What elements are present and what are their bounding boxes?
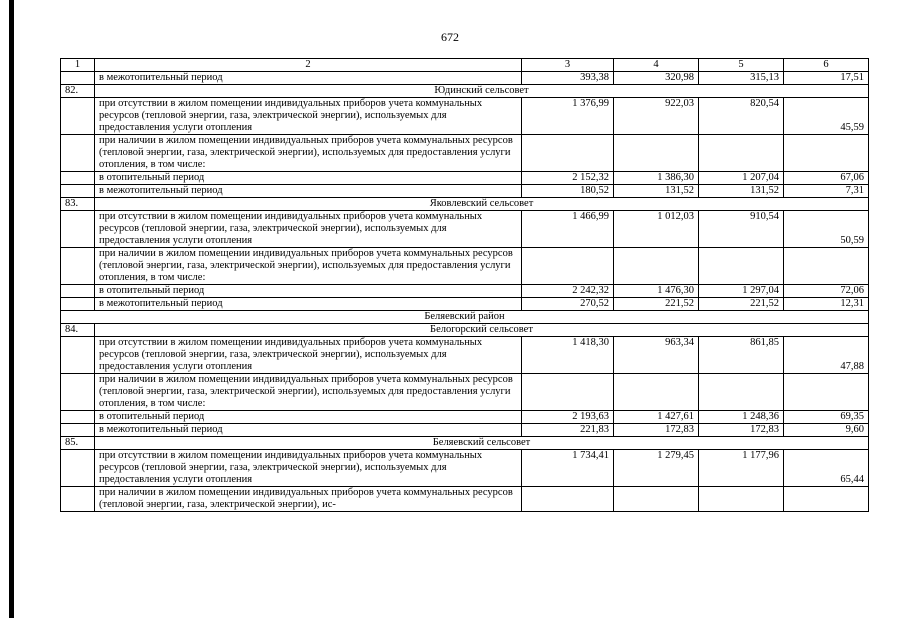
value-col-4 (614, 374, 699, 411)
value-col-3: 180,52 (522, 185, 614, 198)
value-col-4: 1 279,45 (614, 450, 699, 487)
row-number (61, 337, 95, 374)
table-row (61, 298, 869, 311)
table-row (61, 285, 869, 298)
value-col-5: 172,83 (699, 424, 784, 437)
value-col-3: 1 734,41 (522, 450, 614, 487)
row-description: в отопительный период (95, 411, 522, 424)
row-number (61, 450, 95, 487)
col-header-4: 4 (614, 59, 699, 72)
page-number: 672 (441, 30, 459, 44)
value-col-6: 67,06 (784, 172, 869, 185)
table-row (61, 185, 869, 198)
value-col-3: 1 418,30 (522, 337, 614, 374)
value-col-3 (522, 487, 614, 512)
value-col-3: 1 376,99 (522, 98, 614, 135)
value-col-6: 9,60 (784, 424, 869, 437)
row-description: в межотопительный период (95, 424, 522, 437)
table-row (61, 172, 869, 185)
value-col-6: 50,59 (784, 211, 869, 248)
value-col-5: 1 248,36 (699, 411, 784, 424)
value-col-4: 1 427,61 (614, 411, 699, 424)
row-number (61, 98, 95, 135)
value-col-5: 820,54 (699, 98, 784, 135)
value-col-5 (699, 135, 784, 172)
row-number: 82. (61, 85, 95, 98)
row-description: в межотопительный период (95, 298, 522, 311)
row-number (61, 487, 95, 512)
row-number (61, 185, 95, 198)
row-description: при отсутствии в жилом помещении индивидуальных приборов учета коммунальных ресурсов (тепловой энергии, газа, электрической энергии), используемых для предоставления услуги отопления (95, 98, 522, 135)
value-col-4: 131,52 (614, 185, 699, 198)
value-col-4 (614, 248, 699, 285)
settlement-name: Юдинский сельсовет (95, 85, 869, 98)
value-col-5 (699, 374, 784, 411)
value-col-4: 1 476,30 (614, 285, 699, 298)
value-col-5 (699, 487, 784, 512)
row-description: в отопительный период (95, 172, 522, 185)
value-col-4: 320,98 (614, 72, 699, 85)
table-row (61, 337, 869, 374)
value-col-4: 922,03 (614, 98, 699, 135)
row-number (61, 374, 95, 411)
value-col-5: 131,52 (699, 185, 784, 198)
value-col-5: 1 177,96 (699, 450, 784, 487)
row-number (61, 411, 95, 424)
row-description: в отопительный период (95, 285, 522, 298)
value-col-6 (784, 248, 869, 285)
value-col-6 (784, 135, 869, 172)
value-col-3: 1 466,99 (522, 211, 614, 248)
value-col-5: 861,85 (699, 337, 784, 374)
table-row (61, 374, 869, 411)
value-col-6: 45,59 (784, 98, 869, 135)
col-header-1: 1 (61, 59, 95, 72)
table-row (61, 211, 869, 248)
row-number (61, 248, 95, 285)
value-col-6: 17,51 (784, 72, 869, 85)
scan-left-border (9, 0, 14, 618)
table-row (61, 487, 869, 512)
settlement-row (61, 198, 869, 211)
value-col-4 (614, 135, 699, 172)
row-number (61, 424, 95, 437)
value-col-6: 7,31 (784, 185, 869, 198)
col-header-3: 3 (522, 59, 614, 72)
value-col-3: 270,52 (522, 298, 614, 311)
row-description: при отсутствии в жилом помещении индивидуальных приборов учета коммунальных ресурсов (тепловой энергии, газа, электрической энергии), используемых для предоставления услуги отопления (95, 211, 522, 248)
value-col-5: 1 207,04 (699, 172, 784, 185)
value-col-4: 1 386,30 (614, 172, 699, 185)
row-description: при наличии в жилом помещении индивидуальных приборов учета коммунальных ресурсов (тепловой энергии, газа, электрической энергии), используемых для предоставления услуги отопления, в том числе: (95, 135, 522, 172)
row-number (61, 135, 95, 172)
row-number (61, 298, 95, 311)
table-body (61, 59, 869, 512)
value-col-6: 12,31 (784, 298, 869, 311)
table-row (61, 72, 869, 85)
value-col-4: 963,34 (614, 337, 699, 374)
value-col-3 (522, 374, 614, 411)
value-col-5 (699, 248, 784, 285)
row-number (61, 285, 95, 298)
settlement-name: Беляевский сельсовет (95, 437, 869, 450)
col-header-2: 2 (95, 59, 522, 72)
value-col-3: 2 242,32 (522, 285, 614, 298)
value-col-3 (522, 248, 614, 285)
value-col-3 (522, 135, 614, 172)
value-col-6: 47,88 (784, 337, 869, 374)
row-number: 83. (61, 198, 95, 211)
value-col-5: 910,54 (699, 211, 784, 248)
value-col-4 (614, 487, 699, 512)
district-row (61, 311, 869, 324)
row-description: при наличии в жилом помещении индивидуальных приборов учета коммунальных ресурсов (тепловой энергии, газа, электрической энергии), используемых для предоставления услуги отопления, в том числе: (95, 248, 522, 285)
value-col-6 (784, 374, 869, 411)
settlement-name: Белогорский сельсовет (95, 324, 869, 337)
row-description: при наличии в жилом помещении индивидуальных приборов учета коммунальных ресурсов (тепловой энергии, газа, электрической энергии), ис- (95, 487, 522, 512)
row-number (61, 172, 95, 185)
row-description: при отсутствии в жилом помещении индивидуальных приборов учета коммунальных ресурсов (тепловой энергии, газа, электрической энергии), используемых для предоставления услуги отопления (95, 337, 522, 374)
value-col-3: 2 193,63 (522, 411, 614, 424)
value-col-3: 2 152,32 (522, 172, 614, 185)
settlement-row (61, 324, 869, 337)
row-description: в межотопительный период (95, 185, 522, 198)
table-row (61, 248, 869, 285)
value-col-6: 65,44 (784, 450, 869, 487)
tariff-table (60, 58, 869, 512)
value-col-3: 221,83 (522, 424, 614, 437)
table-row (61, 135, 869, 172)
value-col-6 (784, 487, 869, 512)
value-col-4: 172,83 (614, 424, 699, 437)
row-description: при отсутствии в жилом помещении индивидуальных приборов учета коммунальных ресурсов (тепловой энергии, газа, электрической энергии), используемых для предоставления услуги отопления (95, 450, 522, 487)
header-row (61, 59, 869, 72)
value-col-4: 221,52 (614, 298, 699, 311)
value-col-6: 69,35 (784, 411, 869, 424)
value-col-4: 1 012,03 (614, 211, 699, 248)
row-description: в межотопительный период (95, 72, 522, 85)
value-col-5: 315,13 (699, 72, 784, 85)
table-row (61, 411, 869, 424)
row-number: 85. (61, 437, 95, 450)
row-number: 84. (61, 324, 95, 337)
settlement-name: Яковлевский сельсовет (95, 198, 869, 211)
settlement-row (61, 85, 869, 98)
col-header-6: 6 (784, 59, 869, 72)
value-col-5: 1 297,04 (699, 285, 784, 298)
value-col-6: 72,06 (784, 285, 869, 298)
value-col-5: 221,52 (699, 298, 784, 311)
settlement-row (61, 437, 869, 450)
table-row (61, 424, 869, 437)
table-row (61, 450, 869, 487)
col-header-5: 5 (699, 59, 784, 72)
district-name: Беляевский район (61, 311, 869, 324)
value-col-3: 393,38 (522, 72, 614, 85)
row-number (61, 72, 95, 85)
row-number (61, 211, 95, 248)
table-row (61, 98, 869, 135)
row-description: при наличии в жилом помещении индивидуальных приборов учета коммунальных ресурсов (тепловой энергии, газа, электрической энергии), используемых для предоставления услуги отопления, в том числе: (95, 374, 522, 411)
